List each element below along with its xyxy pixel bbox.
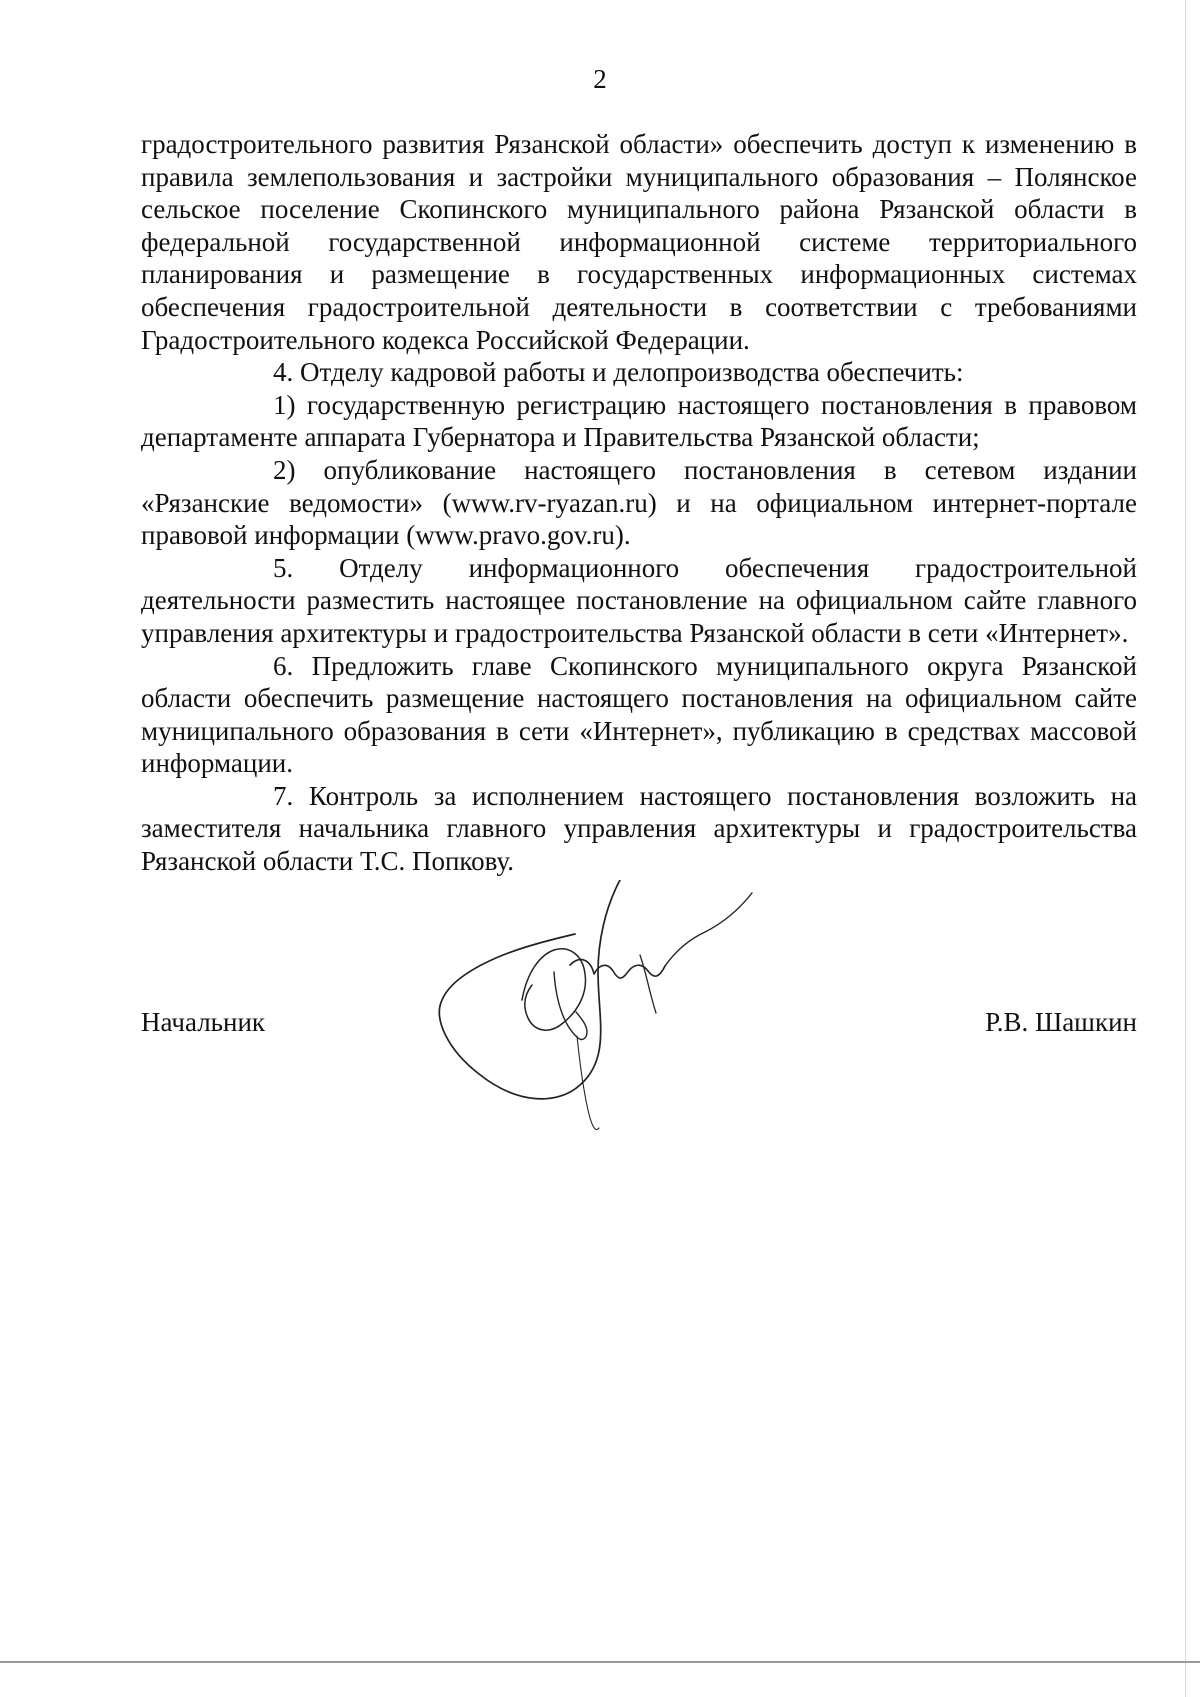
handwritten-signature	[430, 880, 800, 1140]
paragraph-item-5	[141, 552, 1137, 650]
paragraph-item-4	[141, 356, 1137, 389]
page-number: 2	[593, 64, 607, 94]
paragraph-subitem-2	[141, 454, 1137, 552]
item-text: Отделу кадровой работы и делопроизводства обеспечить:	[300, 357, 964, 388]
signatory-position: Начальник	[141, 1007, 266, 1037]
item-text: государственную регистрацию настоящего постановления в правовом департаменте аппарата Губернатора и Правительства Рязанской области;	[141, 389, 1137, 453]
item-number: 6.	[273, 650, 294, 681]
item-text: Предложить главе Скопинского муниципального округа Рязанской области обеспечить размещение настоящего постановления на официальном сайте муниципального образования в сети «Интернет», публикацию в средствах массовой информации.	[141, 650, 1137, 779]
paragraph-item-7	[141, 780, 1137, 878]
item-number: 1)	[273, 389, 296, 420]
paragraph-item-6	[141, 650, 1137, 780]
paragraph-continuation: градостроительного развития Рязанской области» обеспечить доступ к изменению в правила землепользования и застройки муниципального образования – Полянское сельское поселение Скопинского муниципального района Рязанской области в федеральной государственной информационной системе территориального планирования и размещение в государственных информационных системах обеспечения градостроительной деятельности в соответствии с требованиями Градостроительного кодекса Российской Федерации.	[141, 129, 1137, 355]
page-edge-bottom	[0, 1661, 1200, 1663]
item-number: 7.	[273, 780, 294, 811]
document-body	[141, 128, 1137, 878]
page-edge-right	[1185, 0, 1186, 1697]
paragraph-subitem-1	[141, 389, 1137, 454]
item-number: 5.	[273, 552, 294, 583]
item-number: 2)	[273, 454, 296, 485]
item-text: опубликование настоящего постановления в сетевом издании «Рязанские ведомости» (www.rv-ryazan.ru) и на официальном интернет-портале правовой информации (www.pravo.gov.ru).	[141, 454, 1137, 551]
item-number: 4.	[273, 357, 294, 388]
item-text: Контроль за исполнением настоящего постановления возложить на заместителя начальника главного управления архитектуры и градостроительства Рязанской области Т.С. Попкову.	[141, 780, 1137, 877]
signatory-name: Р.В. Шашкин	[985, 1007, 1137, 1037]
item-text: Отделу информационного обеспечения градостроительной деятельности разместить настоящее постановление на официальном сайте главного управления архитектуры и градостроительства Рязанской области в сети «Интернет».	[141, 552, 1137, 648]
